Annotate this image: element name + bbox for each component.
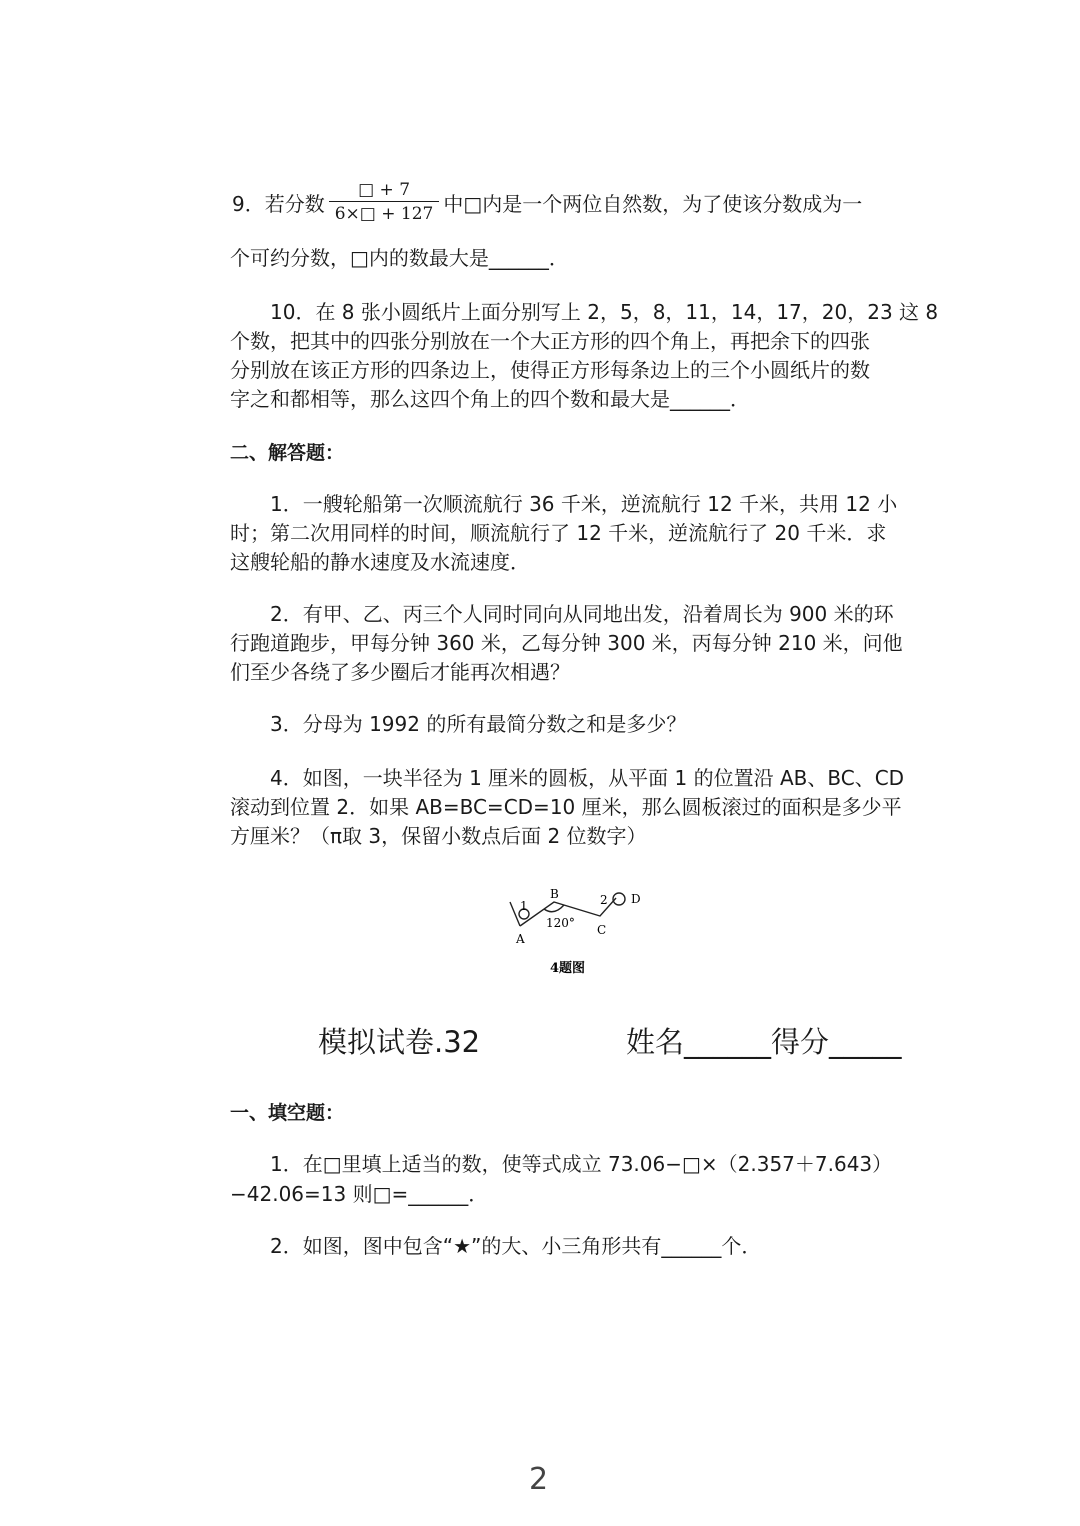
a4-line: 方厘米？（π取 3，保留小数点后面 2 位数字） [230, 824, 647, 848]
q10-line: 字之和都相等，那么这四个角上的四个数和最大是______． [230, 387, 750, 411]
a2-line: 行跑道跑步，甲每分钟 360 米，乙每分钟 300 米，丙每分钟 210 米，问他 [230, 631, 903, 655]
a4-line: 滚动到位置 2．如果 AB=BC=CD=10 厘米，那么圆板滚过的面积是多少平 [230, 795, 902, 819]
q9-prefix: 9．若分数 [232, 191, 325, 216]
rolling-disc-figure [500, 880, 650, 980]
section-fill-heading: 一、填空题： [230, 1102, 345, 1124]
page-number: 2 [529, 1462, 549, 1497]
angle-label: 120° [546, 916, 575, 930]
question-9-line2: 个可约分数，□内的数最大是______． [230, 246, 569, 270]
fill-question-2: 2．如图，图中包含“★”的大、小三角形共有______个． [270, 1234, 762, 1258]
a2-line: 们至少各绕了多少圈后才能再次相遇？ [230, 660, 570, 684]
label-d: D [631, 892, 641, 906]
answer-question-1 [230, 490, 897, 577]
label-a: A [516, 932, 525, 946]
label-2: 2 [600, 893, 608, 907]
name-score-line: 姓名______得分_____ [626, 1025, 902, 1059]
a1-line: 这艘轮船的静水速度及水流速度． [230, 550, 530, 574]
question-10 [230, 298, 938, 414]
answer-question-2 [230, 600, 903, 687]
q9-fraction [329, 180, 440, 224]
answer-question-3: 3．分母为 1992 的所有最简分数之和是多少？ [270, 712, 687, 736]
q10-line: 10．在 8 张小圆纸片上面分别写上 2，5，8，11，14，17，20，23 这 8 [270, 300, 939, 324]
fraction-numerator: □ + 7 [358, 180, 411, 200]
q9-suffix: 中□内是一个两位自然数，为了使该分数成为一 [443, 191, 863, 216]
a4-line: 4．如图，一块半径为 1 厘米的圆板，从平面 1 的位置沿 AB、BC、CD [270, 766, 905, 790]
a1-line: 1．一艘轮船第一次顺流航行 36 千米，逆流航行 12 千米，共用 12 小 [270, 492, 898, 516]
label-c: C [597, 923, 607, 937]
section-answer-heading: 二、解答题： [230, 442, 345, 464]
fraction-denominator: 6×□ + 127 [329, 201, 440, 224]
exam-title: 模拟试卷.32 [318, 1025, 481, 1059]
label-b: B [550, 887, 559, 901]
a2-line: 2．有甲、乙、丙三个人同时同向从同地出发，沿着周长为 900 米的环 [270, 602, 894, 626]
answer-question-4 [230, 764, 904, 851]
question-9-line1 [232, 176, 862, 228]
q10-line: 分别放在该正方形的四条边上，使得正方形每条边上的三个小圆纸片的数 [230, 358, 870, 382]
a1-line: 时；第二次用同样的时间，顺流航行了 12 千米，逆流航行了 20 千米．求 [230, 521, 887, 545]
q10-line: 个数，把其中的四张分别放在一个大正方形的四个角上，再把余下的四张 [230, 329, 870, 353]
fill-question-1-line1: 1．在□里填上适当的数，使等式成立 73.06−□×（2.357＋7.643） [270, 1152, 893, 1176]
label-1: 1 [520, 899, 528, 913]
angle-arc [544, 905, 564, 912]
figure-caption: 4题图 [550, 961, 586, 976]
fill-question-1-line2: −42.06=13 则□=______． [230, 1182, 489, 1206]
